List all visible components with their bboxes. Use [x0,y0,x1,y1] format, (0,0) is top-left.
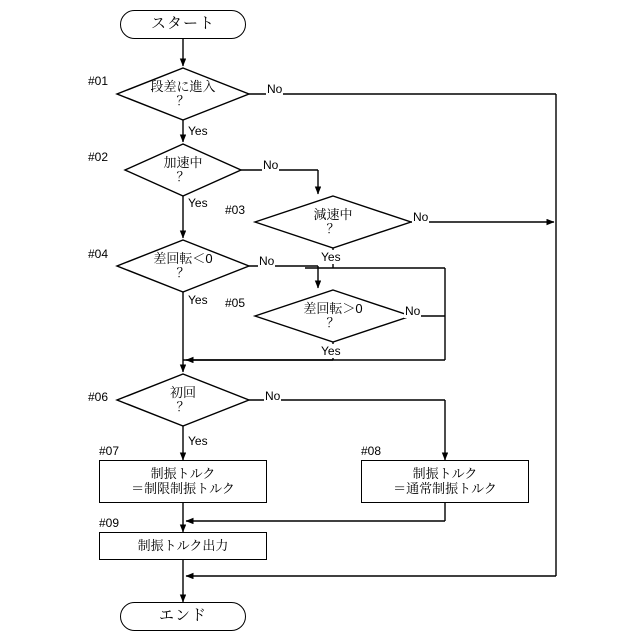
tag-08: #08 [361,444,382,458]
edge-label-yes-03: Yes [321,250,341,264]
node-decision-01-label: 段差に進入 ？ [150,79,216,108]
node-decision-03 [255,196,411,248]
node-decision-01 [117,68,249,120]
node-start-label: スタート [150,15,215,33]
edge-label-no-05: No [405,304,421,318]
tag-03: #03 [225,203,246,217]
edge-label-yes-01: Yes [188,124,208,138]
edge-label-yes-06: Yes [188,434,208,448]
node-start [120,10,246,39]
edge-label-no-04: No [259,254,275,268]
edge-label-no-02: No [263,158,279,172]
edge-label-yes-04: Yes [188,293,208,307]
node-decision-02 [125,144,241,196]
edge-label-no-03: No [413,210,429,224]
edge-label-yes-02: Yes [188,196,208,210]
tag-06: #06 [88,390,109,404]
edge-label-no-06: No [265,389,281,403]
node-end-label: エンド [158,607,207,625]
node-end [120,602,246,631]
node-process-09-label: 制振トルク出力 [137,537,229,553]
node-decision-06-label: 初回 ？ [169,385,196,414]
edge-label-yes-05: Yes [321,344,341,358]
node-decision-03-label: 減速中 ？ [313,207,353,236]
tag-09: #09 [99,516,120,530]
node-decision-05-label: 差回転＞0 ？ [303,301,363,330]
node-process-07 [99,460,267,503]
edge-label-no-01: No [267,82,283,96]
node-process-07-label: 制振トルク ＝制限制振トルク [131,466,235,496]
node-decision-05 [255,290,411,342]
tag-01: #01 [88,74,109,88]
tag-05: #05 [225,296,246,310]
tag-07: #07 [99,444,120,458]
node-process-09 [99,532,267,560]
node-decision-04 [117,240,249,292]
node-process-08-label: 制振トルク ＝通常制振トルク [393,466,497,496]
node-decision-04-label: 差回転＜0 ？ [153,251,213,280]
tag-02: #02 [88,150,109,164]
node-process-08 [361,460,529,503]
node-decision-02-label: 加速中 ？ [163,155,203,184]
node-decision-06 [117,374,249,426]
tag-04: #04 [88,247,109,261]
